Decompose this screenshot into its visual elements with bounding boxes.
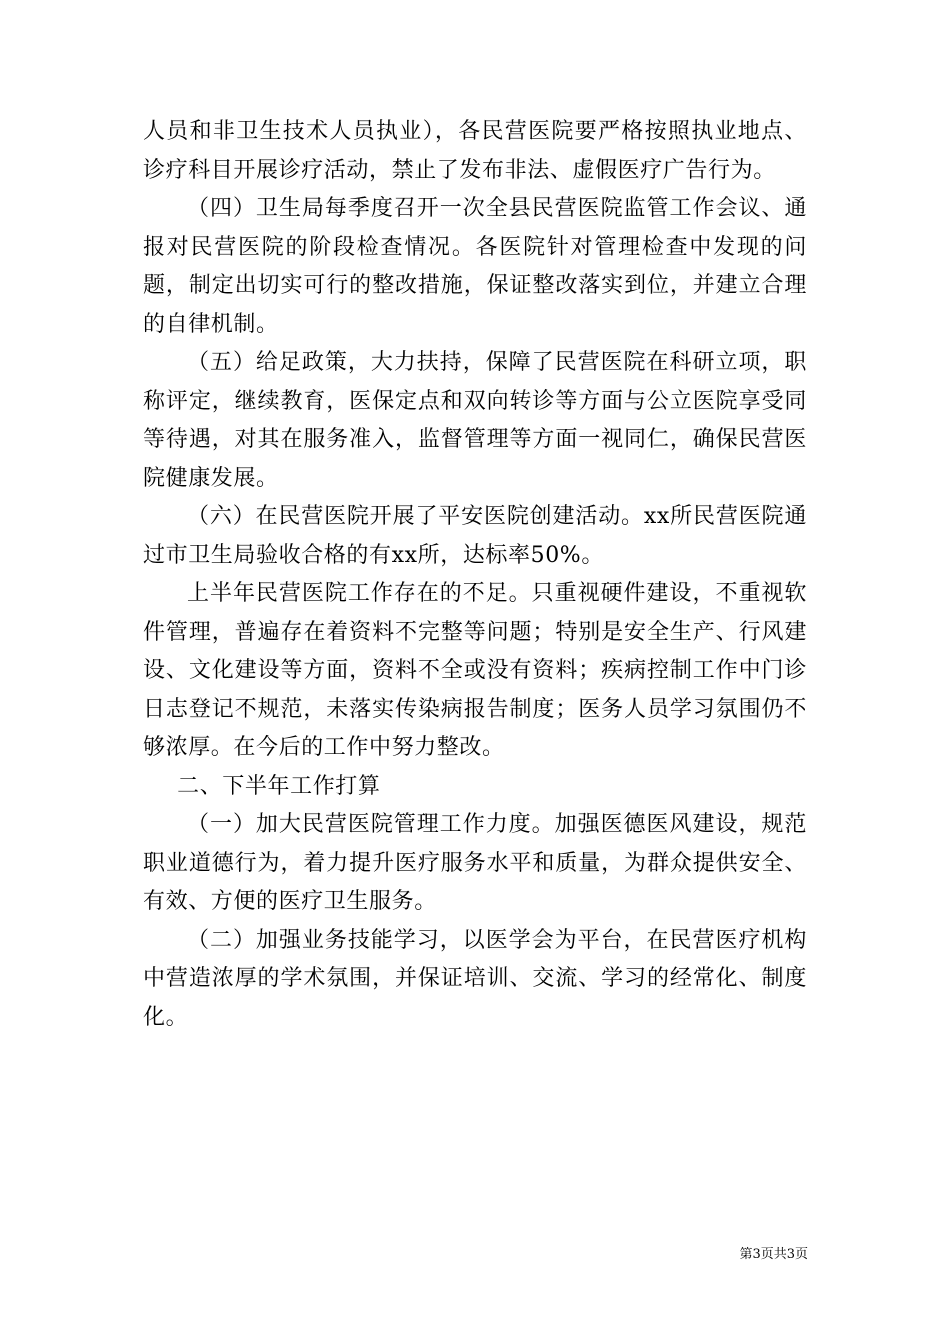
section-heading-second-half-plan: 二、下半年工作打算 xyxy=(177,773,381,799)
document-body xyxy=(143,113,807,1037)
paragraph-continuation: 人员和非卫生技术人员执业），各民营医院要严格按照执业地点、诊疗科目开展诊疗活动，禁止了发布非法、虚假医疗广告行为。 xyxy=(143,119,807,183)
paragraph-plan-item-1: （一）加大民营医院管理工作力度。加强医德医风建设，规范职业道德行为，着力提升医疗服务水平和质量，为群众提供安全、有效、方便的医疗卫生服务。 xyxy=(143,812,807,914)
paragraph-item-5: （五）给足政策，大力扶持，保障了民营医院在科研立项，职称评定，继续教育，医保定点和双向转诊等方面与公立医院享受同等待遇，对其在服务准入，监督管理等方面一视同仁，确保民营医院健康发展。 xyxy=(143,350,807,491)
page-number-footer: 第3页共3页 xyxy=(739,1247,808,1262)
paragraph-item-4: （四）卫生局每季度召开一次全县民营医院监管工作会议、通报对民营医院的阶段检查情况。各医院针对管理检查中发现的问题，制定出切实可行的整改措施，保证整改落实到位，并建立合理的自律机制。 xyxy=(143,196,807,337)
paragraph-shortcomings: 上半年民营医院工作存在的不足。只重视硬件建设，不重视软件管理，普遍存在着资料不完整等问题；特别是安全生产、行风建设、文化建设等方面，资料不全或没有资料；疾病控制工作中门诊日志登记不规范，未落实传染病报告制度；医务人员学习氛围仍不够浓厚。在今后的工作中努力整改。 xyxy=(143,581,807,760)
paragraph-plan-item-2: （二）加强业务技能学习，以医学会为平台，在民营医疗机构中营造浓厚的学术氛围，并保证培训、交流、学习的经常化、制度化。 xyxy=(143,927,807,1030)
paragraph-item-6: （六）在民营医院开展了平安医院创建活动。xx所民营医院通过市卫生局验收合格的有xx所，达标率50%。 xyxy=(143,504,807,568)
